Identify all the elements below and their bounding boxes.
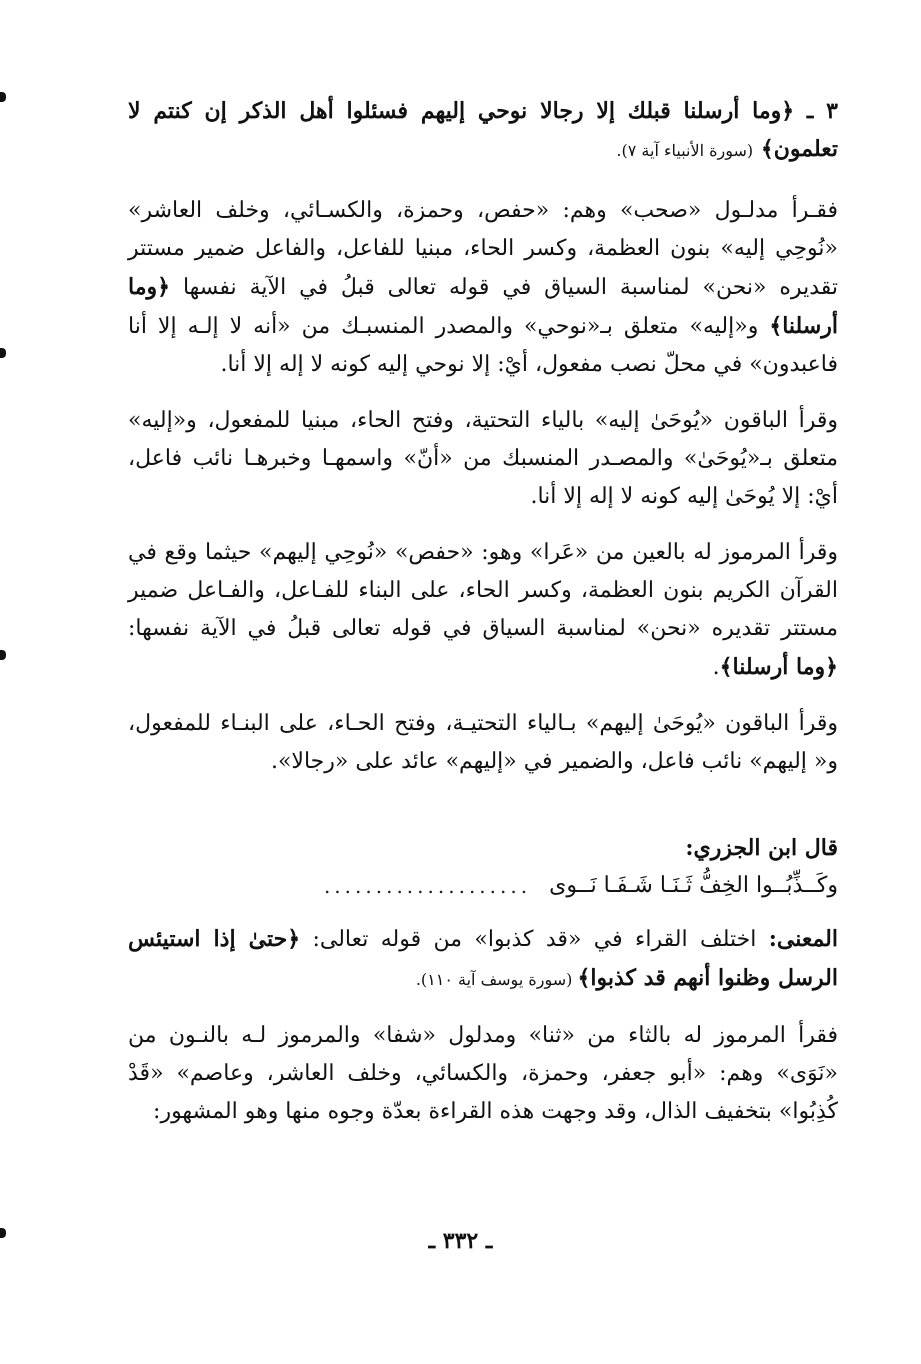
scan-edge-mark [0, 650, 6, 660]
paragraph-text: فقـرأ مدلـول «صحب» وهم: «حفص، وحمزة، والكسـائي، وخلف العاشر» «نُوحِي إليه» بنون العظمة، وكسر الحاء، مبنيا للفاعل، والفاعل ضمير مستتر تقديره «نحن» لمناسبة السياق في قوله تعالى قبلُ في الآية نفسها [128, 198, 838, 300]
poem-verse-text: وكَــذِّبُــوا الخِفُّ ثَـنَـا شَـفَـا نَــوى [549, 873, 838, 898]
item-number: ٣ ـ [794, 98, 838, 124]
paragraph-thana-reading: فقرأ المرموز له بالثاء من «ثنا» ومدلول «شفا» والمرموز لـه بالنـون من «نَوَى» وهم: «أبو جعفر، وحمزة، والكسائي، وخلف العاشر، وعاصم» «قَدْ كُذِبُوا» بتخفيف الذال، وقد وجهت هذه القراءة بعدّة وجوه منها وهو المشهور: [128, 1023, 838, 1124]
verse-reference: (سورة الأنبياء آية ٧). [616, 141, 754, 160]
verse-heading: قال ابن الجزري: [685, 835, 838, 861]
paragraph-others-reading-2: وقرأ الباقون «يُوحَىٰ إليهم» بـالياء التحتيـة، وفتح الحـاء، على البنـاء للمفعول، و« إليهم» نائب فاعل، والضمير في «إليهم» عائد على «رجالا». [128, 711, 838, 774]
quran-verse: ﴿وما أرسلنا قبلك إلا رجالا نوحي إليهم فسئلوا أهل الذكر إن كنتم لا تعلمون﴾ [128, 98, 838, 162]
paragraph-sahb-reading [128, 192, 838, 384]
poem-verse [128, 873, 838, 898]
quran-quote: ﴿حتىٰ إذا استيئس الرسل وظنوا أنهم قد كذبوا﴾ [128, 926, 838, 991]
scan-edge-mark [0, 348, 6, 358]
paragraph-text: وقرأ المرموز له بالعين من «عَرا» وهو: «حفص» «نُوحِي إليهم» حيثما وقع في القرآن الكريم بنون العظمة، وكسر الحاء، على البناء للفـاعل، والفـاعل ضمير مستتر تقديره «نحن» لمناسبة السياق في قوله تعالى قبلُ في الآية نفسها: [128, 540, 838, 641]
quran-quote: ﴿وما أرسلنا﴾ [128, 274, 838, 339]
quran-quote: ﴿وما أرسلنا﴾ [719, 654, 838, 680]
paragraph-hafs-reading [128, 534, 838, 687]
page-number: ـ ٣٣٢ ـ [428, 1228, 493, 1254]
scan-edge-mark [0, 92, 6, 102]
paragraph-meaning [128, 920, 838, 999]
page-body [128, 92, 838, 1131]
paragraph-text: . [712, 655, 720, 680]
paragraph-text: و«إليه» متعلق بـ«نوحي» والمصدر المنسبـك من «أنه لا إلـه إلا أنا فاعبدون» في محلّ نصب مفعول، أيْ: إلا نوحي إليه كونه لا إله إلا أنا. [128, 314, 838, 377]
paragraph-text: اختلف القراء في «قد كذبوا» من قوله تعالى: [300, 927, 769, 952]
verse-item-3 [128, 92, 838, 170]
poem-verse-dots: .................... [323, 873, 532, 898]
meaning-label: المعنى: [768, 926, 838, 952]
paragraph-others-reading: وقرأ الباقون «يُوحَىٰ إليه» بالياء التحتية، وفتح الحاء، مبنيا للمفعول، و«إليه» متعلق بـ«يُوحَىٰ» والمصـدر المنسبك من «أنّ» واسمهـا وخبرهـا نائب فاعل، أيْ: إلا يُوحَىٰ إليه كونه لا إله إلا أنا. [128, 408, 838, 509]
verse-reference: (سورة يوسف آية ١١٠). [415, 970, 578, 989]
